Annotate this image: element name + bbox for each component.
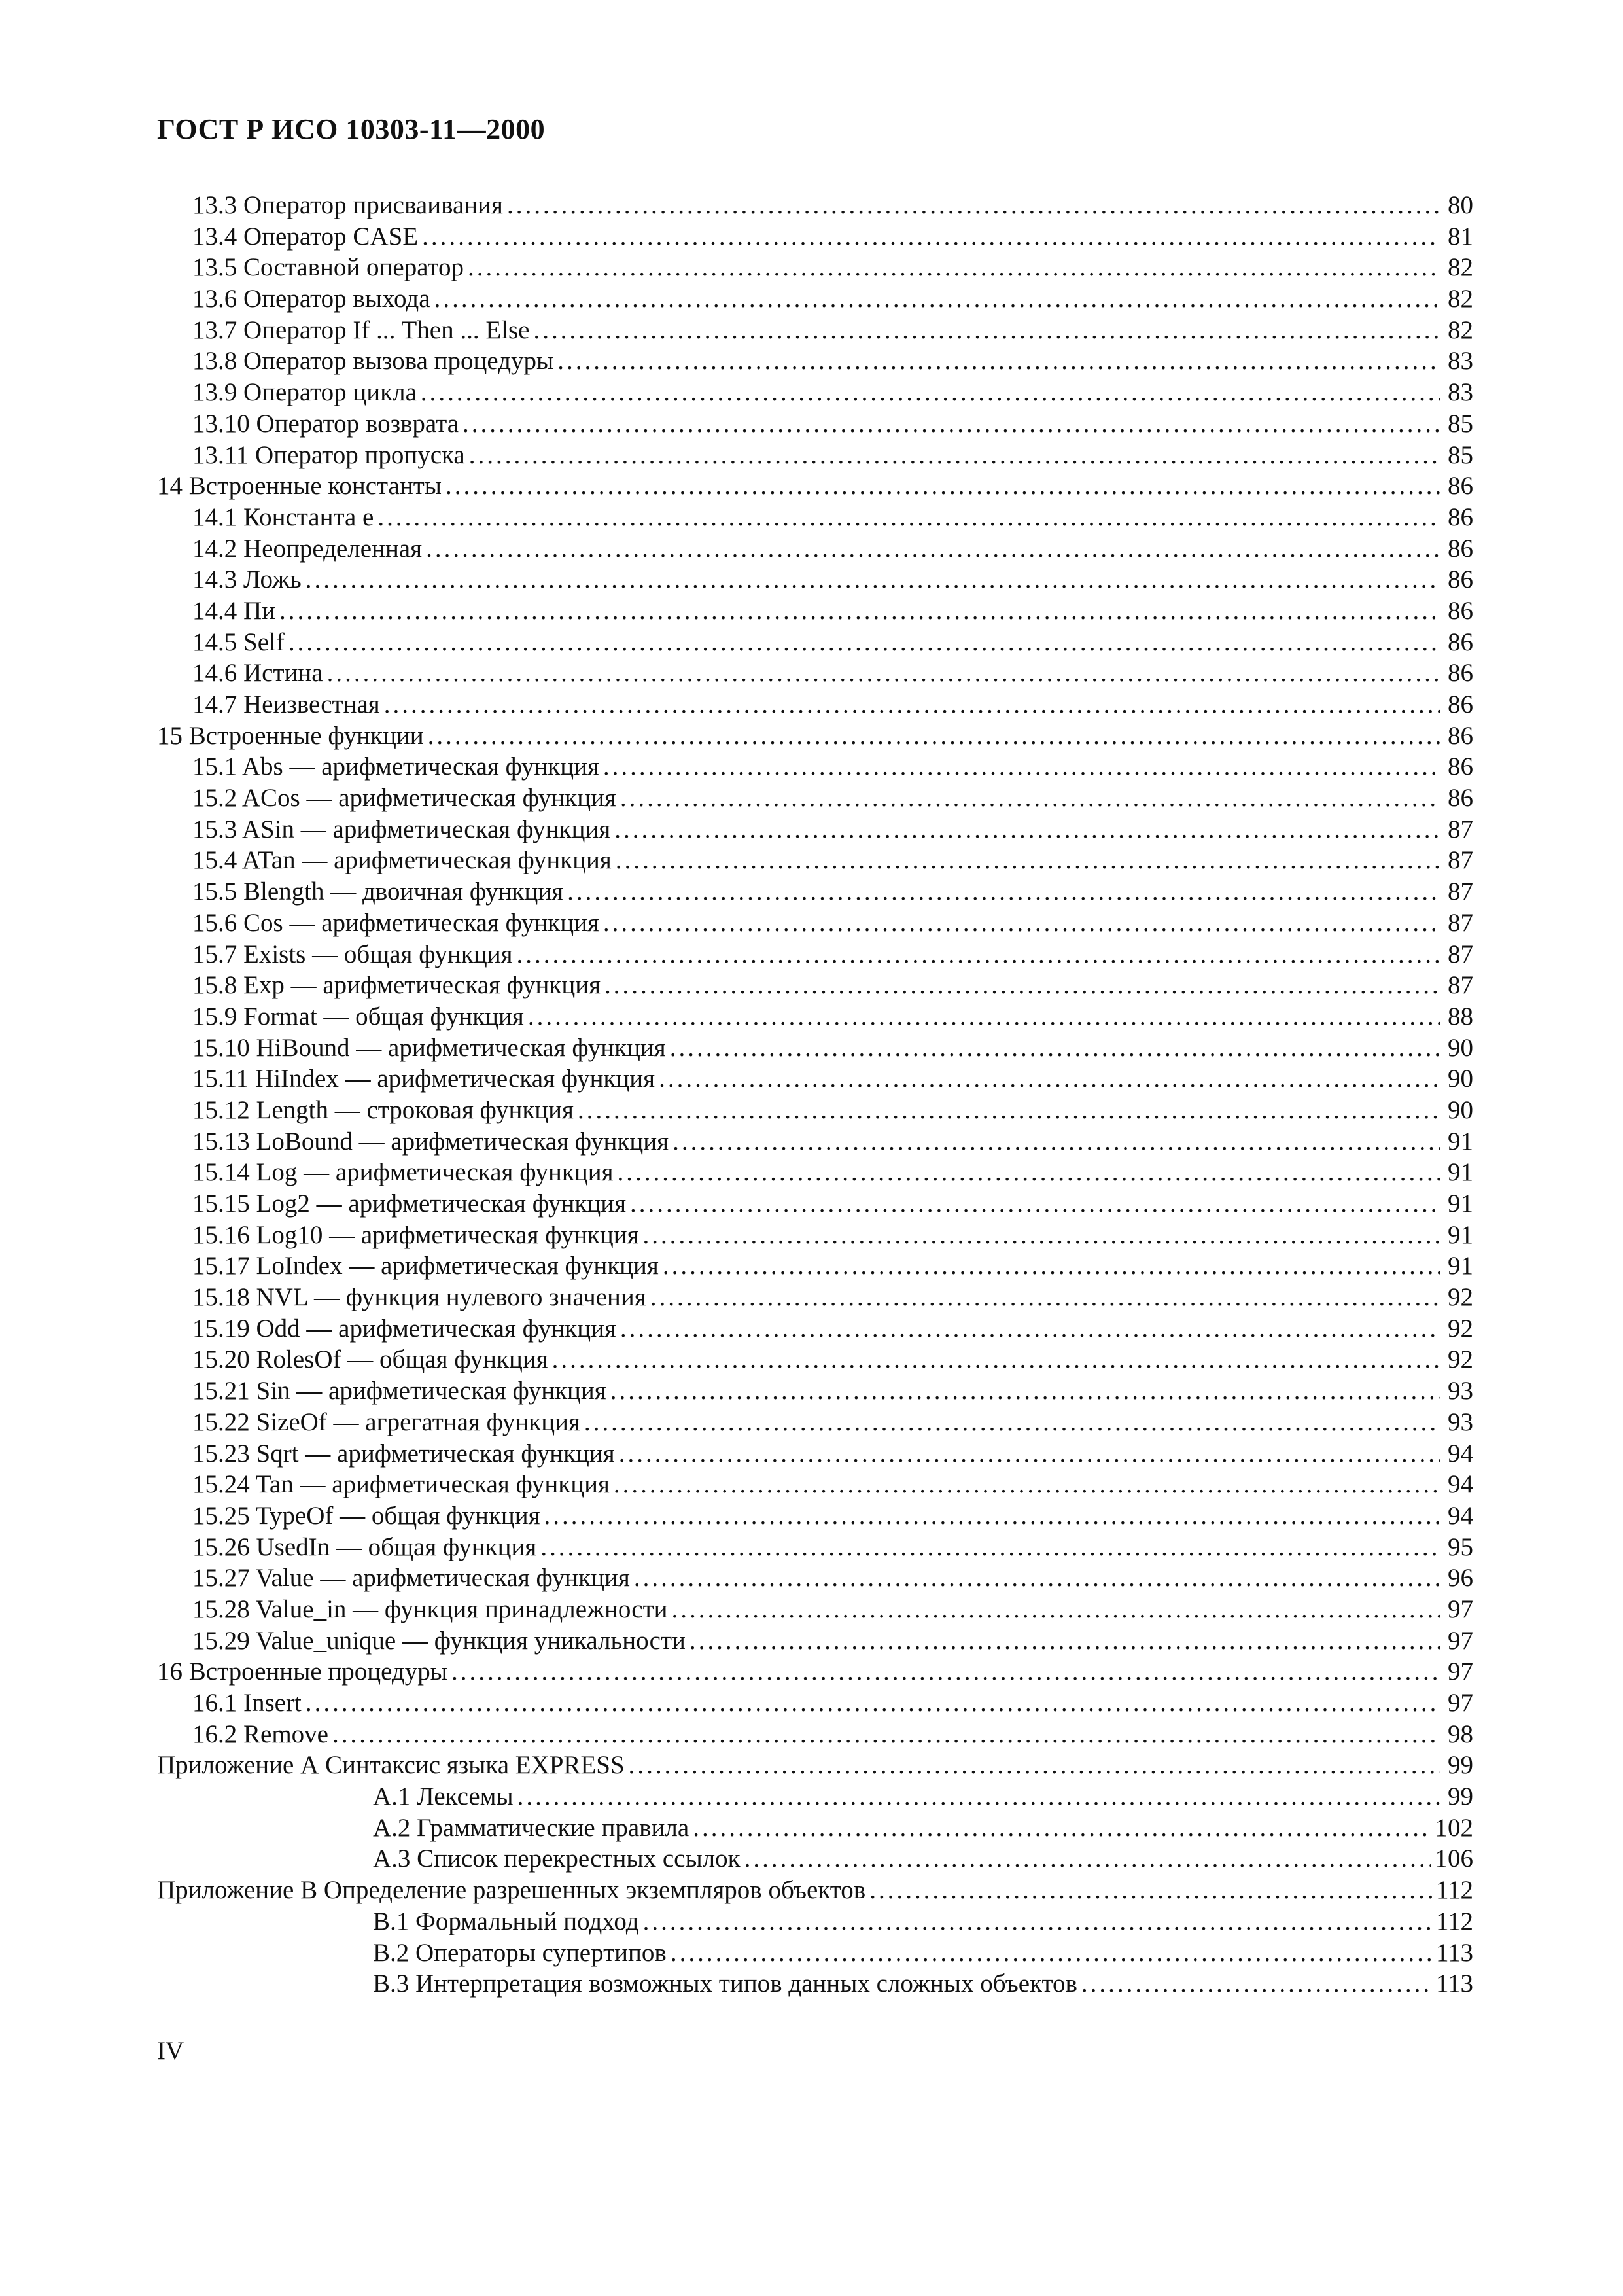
toc-entry-page: 86 <box>1448 627 1473 656</box>
toc-dot-leader <box>672 1594 1440 1625</box>
toc-entry <box>157 1220 1473 1251</box>
toc-entry-label: 13.10 Оператор возврата <box>192 409 459 438</box>
toc-entry-label: 16.1 Insert <box>192 1689 302 1717</box>
toc-dot-leader <box>469 440 1440 471</box>
toc-entry-label: 16.2 Remove <box>192 1720 328 1748</box>
toc-entry <box>157 1282 1473 1313</box>
toc-entry <box>157 190 1473 221</box>
toc-entry <box>157 970 1473 1001</box>
toc-entry-page: 85 <box>1448 440 1473 469</box>
toc-entry-label: 15.23 Sqrt — арифметическая функция <box>192 1439 615 1468</box>
toc-entry-label: 16 Встроенные процедуры <box>157 1657 447 1686</box>
toc-entry-label: 15.14 Log — арифметическая функция <box>192 1158 614 1187</box>
toc-dot-leader <box>663 1250 1440 1282</box>
toc-entry <box>157 1500 1473 1532</box>
toc-entry-page: 82 <box>1448 315 1473 344</box>
toc-dot-leader <box>693 1812 1431 1844</box>
toc-dot-leader <box>451 1656 1440 1687</box>
toc-dot-leader <box>288 627 1440 658</box>
toc-entry <box>157 283 1473 315</box>
toc-entry-page: 95 <box>1448 1532 1473 1561</box>
toc-entry <box>157 845 1473 876</box>
toc-dot-leader <box>426 533 1440 565</box>
toc-entry-page: 87 <box>1448 846 1473 875</box>
toc-entry-page: 93 <box>1448 1377 1473 1405</box>
toc-dot-leader <box>305 1687 1440 1719</box>
toc-entry <box>157 564 1473 595</box>
toc-entry-page: 86 <box>1448 690 1473 718</box>
toc-entry <box>157 1843 1473 1875</box>
toc-entry <box>157 502 1473 533</box>
toc-dot-leader <box>584 1407 1440 1438</box>
toc-entry-page: 82 <box>1448 253 1473 282</box>
toc-dot-leader <box>603 908 1440 939</box>
toc-entry-label: 13.5 Составной оператор <box>192 253 464 282</box>
toc-entry <box>157 1095 1473 1126</box>
toc-dot-leader <box>672 1126 1440 1157</box>
toc-entry <box>157 1033 1473 1064</box>
toc-entry <box>157 1656 1473 1687</box>
toc-entry-label: 15.8 Exp — арифметическая функция <box>192 971 601 1000</box>
toc-entry <box>157 720 1473 752</box>
toc-dot-leader <box>744 1843 1431 1875</box>
toc-entry-page: 97 <box>1448 1595 1473 1623</box>
toc-dot-leader <box>552 1344 1440 1375</box>
toc-entry-label: 15.2 ACos — арифметическая функция <box>192 784 616 813</box>
toc-entry-label: 15.18 NVL — функция нулевого значения <box>192 1283 646 1312</box>
toc-entry-label: 14.1 Константа e <box>192 503 374 531</box>
toc-entry <box>157 1719 1473 1750</box>
toc-dot-leader <box>643 1906 1432 1937</box>
toc-entry-page: 91 <box>1448 1190 1473 1218</box>
toc-dot-leader <box>603 751 1440 783</box>
toc-entry-page: 86 <box>1448 596 1473 625</box>
toc-entry-label: 15.28 Value_in — функция принадлежности <box>192 1595 668 1623</box>
toc-entry-label: В.1 Формальный подход <box>373 1907 639 1935</box>
toc-dot-leader <box>614 1469 1440 1500</box>
toc-entry-label: 13.4 Оператор CASE <box>192 222 419 251</box>
toc-dot-leader <box>634 1563 1440 1594</box>
toc-entry-page: 83 <box>1448 378 1473 407</box>
toc-entry-page: 97 <box>1448 1657 1473 1686</box>
toc-entry-label: В.2 Операторы супертипов <box>373 1938 667 1967</box>
toc-entry-label: 14.6 Истина <box>192 659 323 688</box>
toc-entry-page: 90 <box>1448 1095 1473 1124</box>
toc-entry-page: 98 <box>1448 1720 1473 1748</box>
toc-entry-page: 86 <box>1448 659 1473 688</box>
toc-entry-page: 82 <box>1448 285 1473 313</box>
toc-entry-label: 15.13 LoBound — арифметическая функция <box>192 1127 669 1156</box>
toc-dot-leader <box>445 470 1440 502</box>
toc-entry-label: 14.2 Неопределенная <box>192 534 423 563</box>
toc-dot-leader <box>528 1001 1440 1033</box>
toc-entry-page: 99 <box>1448 1782 1473 1811</box>
toc-dot-leader <box>517 939 1440 970</box>
toc-entry <box>157 1968 1473 2000</box>
toc-entry <box>157 1250 1473 1282</box>
toc-entry <box>157 1188 1473 1220</box>
toc-dot-leader <box>422 221 1440 253</box>
toc-entry-page: 97 <box>1448 1626 1473 1655</box>
toc-entry <box>157 1781 1473 1812</box>
toc-entry-page: 90 <box>1448 1065 1473 1093</box>
toc-entry <box>157 1594 1473 1625</box>
toc-entry-label: 15.20 RolesOf — общая функция <box>192 1345 548 1374</box>
toc-entry-label: 15.4 ATan — арифметическая функция <box>192 846 612 875</box>
toc-entry <box>157 1438 1473 1470</box>
toc-entry <box>157 408 1473 440</box>
toc-entry-label: 15.22 SizeOf — агрегатная функция <box>192 1407 580 1436</box>
toc-entry <box>157 1126 1473 1157</box>
toc-entry <box>157 1063 1473 1095</box>
toc-entry-page: 91 <box>1448 1220 1473 1249</box>
toc-dot-leader <box>377 502 1440 533</box>
toc-entry-label: 14 Встроенные константы <box>157 472 442 501</box>
toc-entry <box>157 876 1473 908</box>
toc-entry-page: 92 <box>1448 1314 1473 1343</box>
toc-entry <box>157 1157 1473 1188</box>
toc-entry-page: 90 <box>1448 1033 1473 1062</box>
toc-entry <box>157 1375 1473 1407</box>
toc-entry-page: 87 <box>1448 908 1473 937</box>
toc-dot-leader <box>578 1095 1440 1126</box>
toc-dot-leader <box>620 783 1440 814</box>
toc-entry-label: 15.11 HiIndex — арифметическая функция <box>192 1065 655 1093</box>
toc-entry <box>157 783 1473 814</box>
toc-entry <box>157 440 1473 471</box>
toc-entry <box>157 1687 1473 1719</box>
toc-entry-page: 85 <box>1448 409 1473 438</box>
toc-dot-leader <box>540 1532 1440 1563</box>
toc-entry-label: 15.27 Value — арифметическая функция <box>192 1564 630 1593</box>
toc-entry-label: 13.7 Оператор If ... Then ... Else <box>192 315 530 344</box>
toc-dot-leader <box>279 595 1440 627</box>
toc-entry-page: 92 <box>1448 1283 1473 1312</box>
toc-entry <box>157 1906 1473 1937</box>
toc-entry-label: 15 Встроенные функции <box>157 721 424 750</box>
toc-entry <box>157 595 1473 627</box>
toc-entry-page: 94 <box>1448 1501 1473 1530</box>
toc-entry-label: 13.11 Оператор пропуска <box>192 440 465 469</box>
toc-entry-page: 91 <box>1448 1252 1473 1280</box>
toc-dot-leader <box>619 1438 1440 1470</box>
toc-entry <box>157 1469 1473 1500</box>
toc-entry-page: 112 <box>1435 1876 1473 1905</box>
toc-entry <box>157 345 1473 377</box>
toc-entry-label: В.3 Интерпретация возможных типов данных сложных объектов <box>373 1969 1077 1998</box>
toc-entry-label: Приложение В Определение разрешенных экземпляров объектов <box>157 1876 866 1905</box>
toc-entry-page: 86 <box>1448 503 1473 531</box>
toc-dot-leader <box>689 1625 1440 1657</box>
toc-dot-leader <box>614 814 1440 845</box>
toc-entry <box>157 252 1473 283</box>
toc-entry-page: 94 <box>1448 1470 1473 1499</box>
toc-dot-leader <box>305 564 1440 595</box>
toc-entry <box>157 1750 1473 1781</box>
table-of-contents <box>157 190 1473 2000</box>
toc-entry-label: 15.12 Length — строковая функция <box>192 1095 574 1124</box>
toc-entry <box>157 1625 1473 1657</box>
toc-dot-leader <box>434 283 1440 315</box>
toc-entry-page: 91 <box>1448 1127 1473 1156</box>
toc-entry-label: 15.3 ASin — арифметическая функция <box>192 815 611 843</box>
toc-entry-label: 15.15 Log2 — арифметическая функция <box>192 1190 627 1218</box>
toc-entry <box>157 1563 1473 1594</box>
toc-entry-page: 87 <box>1448 815 1473 843</box>
toc-entry-page: 96 <box>1448 1564 1473 1593</box>
toc-entry <box>157 939 1473 970</box>
toc-entry-label: 15.17 LoIndex — арифметическая функция <box>192 1252 659 1280</box>
toc-dot-leader <box>533 315 1440 346</box>
toc-entry-page: 86 <box>1448 534 1473 563</box>
toc-entry-page: 86 <box>1448 565 1473 594</box>
toc-entry-label: А.3 Список перекрестных ссылок <box>373 1845 741 1873</box>
toc-entry-label: 15.10 HiBound — арифметическая функция <box>192 1033 666 1062</box>
toc-entry-page: 102 <box>1435 1813 1473 1842</box>
toc-dot-leader <box>1081 1968 1432 2000</box>
toc-entry-page: 83 <box>1448 347 1473 376</box>
toc-entry-page: 86 <box>1448 721 1473 750</box>
toc-entry <box>157 470 1473 502</box>
toc-dot-leader <box>332 1719 1440 1750</box>
toc-entry <box>157 1875 1473 1906</box>
toc-entry <box>157 1937 1473 1969</box>
toc-dot-leader <box>428 720 1440 752</box>
toc-dot-leader <box>650 1282 1440 1313</box>
toc-dot-leader <box>659 1063 1440 1095</box>
toc-entry-page: 91 <box>1448 1158 1473 1187</box>
toc-dot-leader <box>629 1750 1440 1781</box>
toc-entry-label: 14.3 Ложь <box>192 565 302 594</box>
toc-entry-page: 99 <box>1448 1751 1473 1780</box>
toc-entry-page: 92 <box>1448 1345 1473 1374</box>
toc-entry-label: 15.19 Odd — арифметическая функция <box>192 1314 616 1343</box>
toc-entry-page: 113 <box>1435 1938 1473 1967</box>
toc-entry-page: 87 <box>1448 971 1473 1000</box>
page-number: IV <box>157 2037 184 2065</box>
toc-entry-label: 15.5 Blength — двоичная функция <box>192 877 564 906</box>
toc-dot-leader <box>869 1875 1432 1906</box>
toc-dot-leader <box>557 345 1440 377</box>
toc-entry <box>157 221 1473 253</box>
toc-entry-label: 15.9 Format — общая функция <box>192 1002 524 1031</box>
toc-entry <box>157 533 1473 565</box>
toc-entry-label: А.1 Лексемы <box>373 1782 514 1811</box>
toc-entry <box>157 1344 1473 1375</box>
toc-entry <box>157 1407 1473 1438</box>
toc-entry-label: 15.16 Log10 — арифметическая функция <box>192 1220 639 1249</box>
toc-entry-label: 15.26 UsedIn — общая функция <box>192 1532 537 1561</box>
toc-dot-leader <box>507 190 1440 221</box>
toc-dot-leader <box>618 1157 1440 1188</box>
toc-entry-page: 113 <box>1435 1969 1473 1998</box>
toc-entry-page: 106 <box>1435 1845 1473 1873</box>
toc-entry <box>157 689 1473 720</box>
toc-entry-page: 81 <box>1448 222 1473 251</box>
toc-entry-label: 13.9 Оператор цикла <box>192 378 417 407</box>
toc-entry <box>157 658 1473 689</box>
toc-entry-label: 15.21 Sin — арифметическая функция <box>192 1377 606 1405</box>
toc-dot-leader <box>630 1188 1440 1220</box>
toc-entry-page: 112 <box>1435 1907 1473 1935</box>
toc-entry <box>157 751 1473 783</box>
toc-entry <box>157 315 1473 346</box>
toc-dot-leader <box>517 1781 1440 1812</box>
toc-entry-label: 15.24 Tan — арифметическая функция <box>192 1470 610 1499</box>
toc-dot-leader <box>468 252 1440 283</box>
toc-dot-leader <box>567 876 1440 908</box>
toc-dot-leader <box>671 1937 1432 1969</box>
toc-entry-label: 15.7 Exists — общая функция <box>192 940 513 968</box>
toc-entry <box>157 377 1473 408</box>
toc-entry-page: 88 <box>1448 1002 1473 1031</box>
toc-dot-leader <box>616 845 1440 876</box>
toc-entry-label: 14.5 Self <box>192 627 285 656</box>
toc-dot-leader <box>327 658 1440 689</box>
document-header: ГОСТ Р ИСО 10303-11—2000 <box>157 113 546 145</box>
toc-entry-label: 14.4 Пи <box>192 596 276 625</box>
toc-entry <box>157 814 1473 845</box>
toc-entry-label: 15.29 Value_unique — функция уникальности <box>192 1626 686 1655</box>
toc-dot-leader <box>544 1500 1440 1532</box>
toc-entry-label: 13.8 Оператор вызова процедуры <box>192 347 554 376</box>
toc-entry <box>157 627 1473 658</box>
toc-entry-page: 80 <box>1448 191 1473 219</box>
toc-dot-leader <box>620 1313 1440 1345</box>
toc-entry-page: 87 <box>1448 877 1473 906</box>
toc-entry-page: 94 <box>1448 1439 1473 1468</box>
toc-entry-label: 13.3 Оператор присваивания <box>192 191 503 219</box>
toc-entry-label: 13.6 Оператор выхода <box>192 285 430 313</box>
toc-entry-page: 86 <box>1448 752 1473 781</box>
toc-entry-label: 15.1 Abs — арифметическая функция <box>192 752 599 781</box>
toc-dot-leader <box>384 689 1440 720</box>
toc-entry <box>157 1313 1473 1345</box>
toc-entry-page: 97 <box>1448 1689 1473 1717</box>
toc-entry <box>157 908 1473 939</box>
toc-entry-page: 93 <box>1448 1407 1473 1436</box>
toc-entry-label: Приложение А Синтаксис языка EXPRESS <box>157 1751 625 1780</box>
toc-entry-page: 87 <box>1448 940 1473 968</box>
toc-dot-leader <box>643 1220 1440 1251</box>
toc-entry <box>157 1001 1473 1033</box>
toc-dot-leader <box>670 1033 1440 1064</box>
toc-entry-label: А.2 Грамматические правила <box>373 1813 689 1842</box>
toc-entry <box>157 1812 1473 1844</box>
toc-entry-page: 86 <box>1448 472 1473 501</box>
toc-entry-label: 15.6 Cos — арифметическая функция <box>192 908 599 937</box>
toc-dot-leader <box>610 1375 1440 1407</box>
toc-entry-label: 14.7 Неизвестная <box>192 690 380 718</box>
toc-dot-leader <box>604 970 1440 1001</box>
toc-entry-label: 15.25 TypeOf — общая функция <box>192 1501 540 1530</box>
toc-dot-leader <box>421 377 1440 408</box>
toc-dot-leader <box>462 408 1440 440</box>
toc-entry-page: 86 <box>1448 784 1473 813</box>
toc-entry <box>157 1532 1473 1563</box>
